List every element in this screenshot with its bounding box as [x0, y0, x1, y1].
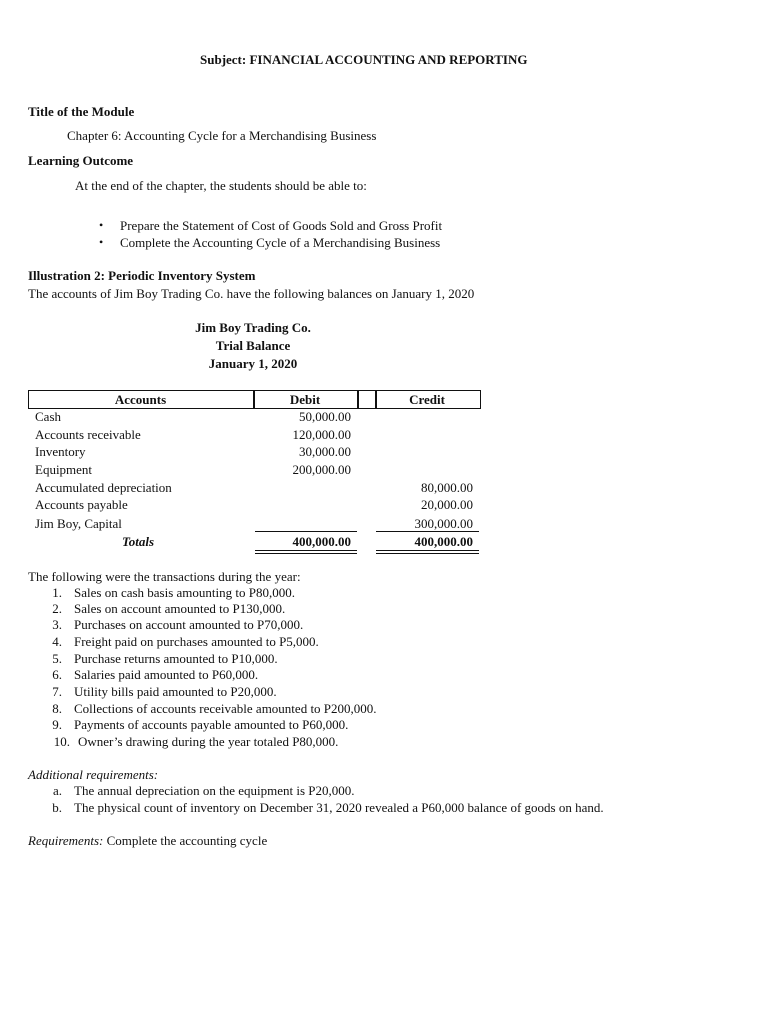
transaction-number: 6. — [52, 667, 62, 682]
transaction-text: Purchase returns amounted to P10,000. — [74, 651, 278, 666]
transactions-intro: The following were the transactions during the year: — [28, 569, 301, 584]
tb-header-credit: Credit — [409, 392, 445, 407]
table-row — [0, 444, 768, 461]
tb-account: Cash — [35, 409, 61, 424]
transaction-number: 1. — [52, 585, 62, 600]
transaction-number: 3. — [52, 617, 62, 632]
tb-total-rule-credit-2 — [376, 553, 479, 554]
transaction-text: Purchases on account amounted to P70,000. — [74, 617, 304, 632]
requirements-label: Requirements: — [28, 833, 104, 848]
requirements-line — [28, 833, 267, 849]
bullet-icon: • — [99, 218, 104, 232]
tb-account: Accounts payable — [35, 497, 128, 512]
learning-outcome-intro: At the end of the chapter, the students should be able to: — [75, 178, 367, 193]
transaction-number: 2. — [52, 601, 62, 616]
tb-header-debit: Debit — [289, 392, 321, 407]
table-row — [0, 409, 768, 426]
bullet-icon: • — [99, 235, 104, 249]
subject-heading: Subject: FINANCIAL ACCOUNTING AND REPORTING — [200, 52, 528, 67]
tb-account: Equipment — [35, 462, 93, 477]
requirement-letter: a. — [52, 783, 62, 798]
tb-debit: 120,000.00 — [292, 427, 351, 442]
outcome-text: Complete the Accounting Cycle of a Merchandising Business — [120, 235, 441, 250]
tb-totals-label: Totals — [122, 534, 155, 549]
transaction-number: 4. — [52, 634, 62, 649]
transaction-number: 5. — [52, 651, 62, 666]
tb-date: January 1, 2020 — [208, 356, 298, 371]
transaction-text: Sales on cash basis amounting to P80,000. — [74, 585, 295, 600]
learning-outcome-label: Learning Outcome — [28, 153, 134, 168]
table-row — [0, 480, 768, 497]
requirements-text: Complete the accounting cycle — [106, 833, 268, 848]
illustration-title: Illustration 2: Periodic Inventory System — [28, 268, 256, 283]
tb-credit: 20,000.00 — [421, 497, 473, 512]
tb-credit: 80,000.00 — [421, 480, 473, 495]
requirement-letter: b. — [52, 800, 62, 815]
transaction-text: Utility bills paid amounted to P20,000. — [74, 684, 277, 699]
tb-debit: 200,000.00 — [292, 462, 351, 477]
tb-totals-credit: 400,000.00 — [414, 534, 473, 549]
illustration-intro: The accounts of Jim Boy Trading Co. have the following balances on January 1, 2020 — [28, 286, 475, 301]
tb-header-accounts: Accounts — [114, 392, 167, 407]
transaction-text: Owner’s drawing during the year totaled P80,000. — [78, 734, 339, 749]
additional-requirements-label: Additional requirements: — [28, 767, 159, 782]
transaction-number: 9. — [52, 717, 62, 732]
table-row — [0, 462, 768, 479]
tb-account: Accounts receivable — [35, 427, 141, 442]
transaction-text: Collections of accounts receivable amounted to P200,000. — [74, 701, 377, 716]
requirement-text: The annual depreciation on the equipment is P20,000. — [74, 783, 355, 798]
transaction-text: Payments of accounts payable amounted to P60,000. — [74, 717, 349, 732]
tb-subtotal-rule-credit — [376, 531, 479, 532]
tb-total-rule-credit-1 — [376, 550, 479, 551]
tb-header-gap-box — [357, 390, 377, 409]
transaction-number: 10. — [53, 734, 70, 749]
tb-credit: 300,000.00 — [414, 516, 473, 531]
transaction-text: Sales on account amounted to P130,000. — [74, 601, 286, 616]
module-title: Chapter 6: Accounting Cycle for a Merchandising Business — [67, 128, 377, 143]
tb-totals-debit: 400,000.00 — [292, 534, 351, 549]
transaction-number: 8. — [52, 701, 62, 716]
transaction-text: Freight paid on purchases amounted to P5,000. — [74, 634, 319, 649]
table-row — [0, 427, 768, 444]
tb-title: Trial Balance — [215, 338, 291, 353]
module-title-label: Title of the Module — [28, 104, 135, 119]
tb-account: Accumulated depreciation — [35, 480, 172, 495]
tb-debit: 30,000.00 — [299, 444, 351, 459]
table-row — [0, 497, 768, 514]
tb-account: Jim Boy, Capital — [35, 516, 122, 531]
tb-total-rule-debit-1 — [255, 550, 357, 551]
tb-account: Inventory — [35, 444, 86, 459]
transaction-number: 7. — [52, 684, 62, 699]
requirement-text: The physical count of inventory on December 31, 2020 revealed a P60,000 balance of goods on hand. — [74, 800, 604, 815]
tb-totals-row — [0, 534, 768, 551]
transaction-text: Salaries paid amounted to P60,000. — [74, 667, 259, 682]
outcome-text: Prepare the Statement of Cost of Goods Sold and Gross Profit — [120, 218, 443, 233]
tb-debit: 50,000.00 — [299, 409, 351, 424]
tb-total-rule-debit-2 — [255, 553, 357, 554]
tb-subtotal-rule-debit — [255, 531, 357, 532]
tb-company: Jim Boy Trading Co. — [195, 320, 311, 335]
